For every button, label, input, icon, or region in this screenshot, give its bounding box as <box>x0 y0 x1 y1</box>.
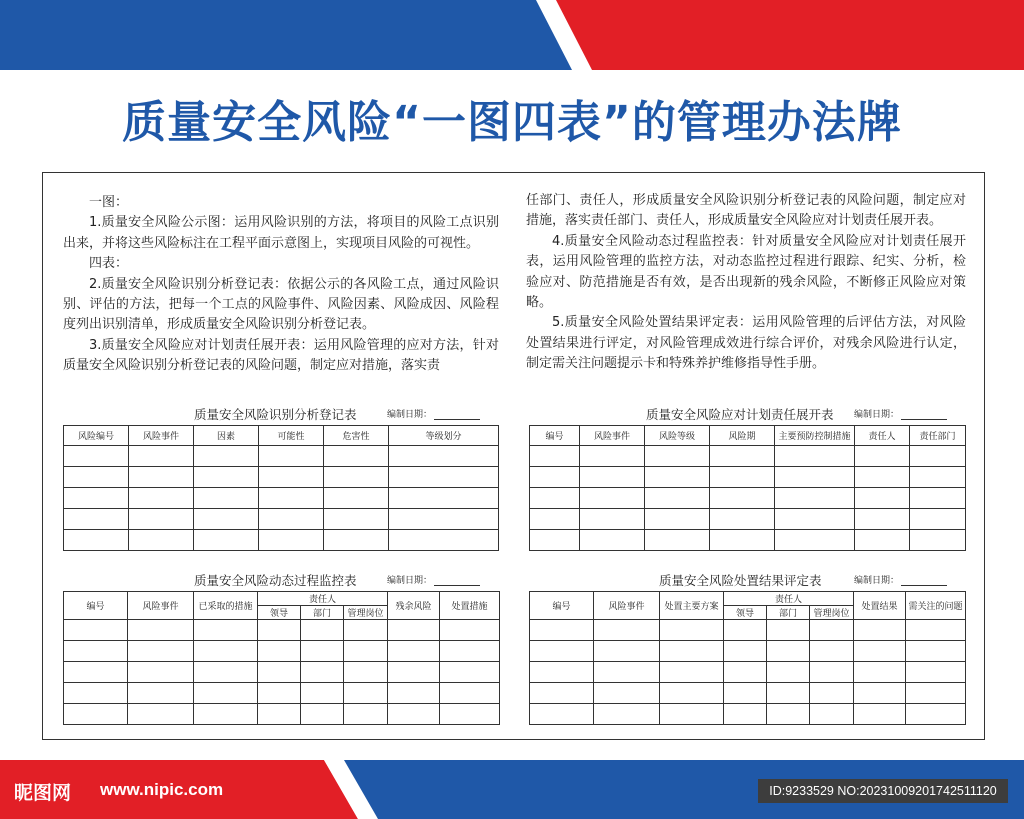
column-header: 处置主要方案 <box>660 592 724 620</box>
table-cell <box>710 446 775 467</box>
sub-column-header: 部门 <box>301 606 344 620</box>
table-cell <box>775 446 855 467</box>
left-text-column <box>63 193 499 377</box>
table-cell <box>129 509 194 530</box>
table-cell <box>724 662 767 683</box>
column-header: 处置措施 <box>440 592 500 620</box>
table-row <box>64 467 499 488</box>
table-cell <box>388 620 440 641</box>
table-cell <box>388 641 440 662</box>
sub-column-header: 管理岗位 <box>344 606 388 620</box>
column-header: 责任人 <box>855 426 910 446</box>
column-header: 主要预防控制措施 <box>775 426 855 446</box>
table-cell <box>854 641 906 662</box>
column-header: 责任部门 <box>910 426 966 446</box>
table-cell <box>344 662 388 683</box>
table-block-dynamic-monitoring <box>63 571 499 725</box>
column-header: 风险事件 <box>129 426 194 446</box>
top-blue-stripe <box>0 0 580 70</box>
table-row <box>64 446 499 467</box>
table-cell <box>775 530 855 551</box>
table-cell <box>388 683 440 704</box>
table-cell <box>344 641 388 662</box>
top-banner <box>0 0 1024 70</box>
table-title: 质量安全风险处置结果评定表 <box>659 573 822 588</box>
table-cell <box>580 446 645 467</box>
table-cell <box>855 446 910 467</box>
table-cell <box>64 488 129 509</box>
table-body <box>530 620 966 725</box>
table-cell <box>64 530 129 551</box>
sub-column-header: 领导 <box>724 606 767 620</box>
table-cell <box>530 683 594 704</box>
table-cell <box>64 509 129 530</box>
paragraph-3-continued: 任部门、责任人，形成质量安全风险识别分析登记表的风险问题，制定应对措施，落实责任部门、责任人，形成质量安全风险应对计划责任展开表。 <box>526 193 966 229</box>
page-title: 质量安全风险“一图四表”的管理办法牌 <box>122 97 902 148</box>
table-cell <box>854 704 906 725</box>
table-cell <box>775 467 855 488</box>
table-block-disposal-evaluation <box>529 571 965 725</box>
table-cell <box>440 662 500 683</box>
table-cell <box>194 704 258 725</box>
table-cell <box>258 620 301 641</box>
table-cell <box>129 530 194 551</box>
table-cell <box>301 683 344 704</box>
table-cell <box>128 641 194 662</box>
table-cell <box>128 683 194 704</box>
column-header: 风险期 <box>710 426 775 446</box>
column-header: 已采取的措施 <box>194 592 258 620</box>
table-row <box>530 620 966 641</box>
table-cell <box>910 467 966 488</box>
table-cell <box>580 530 645 551</box>
table-cell <box>580 488 645 509</box>
table-body <box>64 620 500 725</box>
table-cell <box>389 488 499 509</box>
table-cell <box>259 530 324 551</box>
table-cell <box>594 704 660 725</box>
table-cell <box>194 509 259 530</box>
table-cell <box>660 662 724 683</box>
table-cell <box>724 641 767 662</box>
date-field: 编制日期： <box>387 407 480 420</box>
table-cell <box>855 467 910 488</box>
table-cell <box>530 467 580 488</box>
table-cell <box>194 683 258 704</box>
table-row <box>530 683 966 704</box>
table-body <box>530 446 966 551</box>
table-cell <box>440 704 500 725</box>
column-header: 编号 <box>64 592 128 620</box>
table-cell <box>388 704 440 725</box>
table-cell <box>324 488 389 509</box>
table-cell <box>767 620 810 641</box>
table-row <box>64 641 500 662</box>
table-block-response-plan <box>529 405 965 551</box>
table-cell <box>344 704 388 725</box>
date-field: 编制日期： <box>854 573 947 586</box>
table-title: 质量安全风险应对计划责任展开表 <box>646 407 834 422</box>
table-cell <box>194 530 259 551</box>
column-header: 风险事件 <box>128 592 194 620</box>
table-cell <box>660 620 724 641</box>
table-cell <box>910 446 966 467</box>
date-field: 编制日期： <box>387 573 480 586</box>
table-cell <box>440 683 500 704</box>
table-row <box>530 641 966 662</box>
table-row <box>530 446 966 467</box>
table-cell <box>389 446 499 467</box>
table-cell <box>906 620 966 641</box>
table-cell <box>530 662 594 683</box>
table-cell <box>645 488 710 509</box>
table-cell <box>710 530 775 551</box>
sub-column-header: 领导 <box>258 606 301 620</box>
table-cell <box>64 662 128 683</box>
table-cell <box>580 509 645 530</box>
column-header: 残余风险 <box>388 592 440 620</box>
paragraph-3: 3.质量安全风险应对计划责任展开表：运用风险管理的应对方法，针对质量安全风险识别分析登记表的风险问题，制定应对措施，落实责 <box>63 337 499 374</box>
table-cell <box>910 530 966 551</box>
table-cell <box>344 683 388 704</box>
table-cell <box>855 488 910 509</box>
table-cell <box>594 683 660 704</box>
table-cell <box>64 446 129 467</box>
table-row <box>64 704 500 725</box>
table-cell <box>530 704 594 725</box>
table-cell <box>854 662 906 683</box>
table-cell <box>767 641 810 662</box>
table-cell <box>660 683 724 704</box>
column-header: 风险事件 <box>594 592 660 620</box>
table-cell <box>906 683 966 704</box>
table-cell <box>854 620 906 641</box>
table-cell <box>855 509 910 530</box>
table-cell <box>301 620 344 641</box>
table-cell <box>810 641 854 662</box>
table-cell <box>530 488 580 509</box>
table-row <box>530 530 966 551</box>
table-cell <box>710 488 775 509</box>
table-cell <box>810 683 854 704</box>
dynamic-monitoring-table <box>63 591 500 725</box>
table-cell <box>530 446 580 467</box>
right-text-column <box>526 191 966 375</box>
table-row <box>64 683 500 704</box>
table-cell <box>906 704 966 725</box>
table-cell <box>194 662 258 683</box>
table-cell <box>258 641 301 662</box>
table-cell <box>906 641 966 662</box>
response-plan-table <box>529 425 966 551</box>
table-cell <box>594 662 660 683</box>
table-cell <box>530 620 594 641</box>
table-cell <box>580 467 645 488</box>
table-cell <box>128 620 194 641</box>
table-cell <box>645 509 710 530</box>
table-title: 质量安全风险动态过程监控表 <box>194 573 357 588</box>
table-cell <box>259 509 324 530</box>
table-cell <box>724 704 767 725</box>
table-body <box>64 446 499 551</box>
column-header: 等级划分 <box>389 426 499 446</box>
column-header-group: 责任人 <box>258 592 388 606</box>
paragraph-5: 5.质量安全风险处置结果评定表：运用风险管理的后评估方法，对风险处置结果进行评定，对风险管理成效进行综合评价，对残余风险进行认定，制定需关注问题提示卡和特殊养护维修指导性手册。 <box>526 315 966 372</box>
table-row <box>530 704 966 725</box>
table-cell <box>259 467 324 488</box>
table-cell <box>775 488 855 509</box>
table-cell <box>724 683 767 704</box>
column-header: 危害性 <box>324 426 389 446</box>
table-cell <box>854 683 906 704</box>
table-row <box>64 488 499 509</box>
table-cell <box>129 467 194 488</box>
table-cell <box>388 662 440 683</box>
table-cell <box>194 446 259 467</box>
table-cell <box>259 446 324 467</box>
table-cell <box>194 641 258 662</box>
table-cell <box>389 530 499 551</box>
table-cell <box>389 509 499 530</box>
table-cell <box>64 704 128 725</box>
table-cell <box>128 704 194 725</box>
column-header: 风险编号 <box>64 426 129 446</box>
table-cell <box>910 488 966 509</box>
sub-column-header: 管理岗位 <box>810 606 854 620</box>
table-cell <box>64 620 128 641</box>
table-cell <box>324 509 389 530</box>
table-cell <box>810 662 854 683</box>
table-cell <box>64 467 129 488</box>
table-cell <box>440 641 500 662</box>
table-block-risk-identification <box>63 405 499 551</box>
table-cell <box>194 620 258 641</box>
table-cell <box>301 704 344 725</box>
disposal-evaluation-table <box>529 591 966 725</box>
table-cell <box>710 509 775 530</box>
column-header: 风险等级 <box>645 426 710 446</box>
table-cell <box>660 641 724 662</box>
paragraph-4: 4.质量安全风险动态过程监控表：针对质量安全风险应对计划责任展开表，运用风险管理的监控方法，对动态监控过程进行跟踪、纪实、分析，检验应对、防范措施是否有效，是否出现新的残余风险，不断修正风险应对策略。 <box>526 233 966 311</box>
table-cell <box>724 620 767 641</box>
table-row <box>530 467 966 488</box>
table-cell <box>324 530 389 551</box>
table-cell <box>194 467 259 488</box>
column-header-group: 责任人 <box>724 592 854 606</box>
table-cell <box>324 446 389 467</box>
table-cell <box>855 530 910 551</box>
table-row <box>64 509 499 530</box>
paragraph-1: 1.质量安全风险公示图：运用风险识别的方法，将项目的风险工点识别出来，并将这些风险标注在工程平面示意图上，实现项目风险的可视性。 <box>63 215 499 251</box>
table-cell <box>258 683 301 704</box>
table-cell <box>324 467 389 488</box>
section-heading-four-tables: 四表： <box>89 256 129 272</box>
table-cell <box>129 446 194 467</box>
section-heading-one-map: 一图： <box>89 195 129 210</box>
table-cell <box>440 620 500 641</box>
table-cell <box>645 467 710 488</box>
table-cell <box>530 641 594 662</box>
table-cell <box>710 467 775 488</box>
table-row <box>530 662 966 683</box>
table-row <box>64 530 499 551</box>
column-header: 因素 <box>194 426 259 446</box>
table-cell <box>389 467 499 488</box>
table-cell <box>767 683 810 704</box>
table-cell <box>344 620 388 641</box>
sub-column-header: 部门 <box>767 606 810 620</box>
table-cell <box>594 641 660 662</box>
table-cell <box>64 641 128 662</box>
table-row <box>530 509 966 530</box>
table-row <box>530 488 966 509</box>
table-cell <box>645 446 710 467</box>
watermark-logo: 昵图网 <box>14 782 72 804</box>
table-cell <box>660 704 724 725</box>
date-field: 编制日期： <box>854 407 947 420</box>
table-cell <box>301 662 344 683</box>
image-id-label: ID:9233529 NO:20231009201742511120 <box>758 779 1008 803</box>
table-cell <box>910 509 966 530</box>
content-panel <box>42 172 985 740</box>
paragraph-2: 2.质量安全风险识别分析登记表：依据公示的各风险工点，通过风险识别、评估的方法，把每一个工点的风险事件、风险因素、风险成因、风险程度列出识别清单，形成质量安全风险识别分析登记表。 <box>63 276 499 333</box>
table-cell <box>128 662 194 683</box>
table-row <box>64 662 500 683</box>
column-header: 需关注的问题 <box>906 592 966 620</box>
table-cell <box>64 683 128 704</box>
column-header: 风险事件 <box>580 426 645 446</box>
table-cell <box>767 662 810 683</box>
table-cell <box>129 488 194 509</box>
table-cell <box>645 530 710 551</box>
table-cell <box>258 704 301 725</box>
column-header: 编号 <box>530 592 594 620</box>
table-cell <box>259 488 324 509</box>
table-cell <box>258 662 301 683</box>
top-red-stripe <box>556 0 1024 70</box>
table-cell <box>530 509 580 530</box>
table-cell <box>767 704 810 725</box>
table-row <box>64 620 500 641</box>
table-cell <box>530 530 580 551</box>
column-header: 可能性 <box>259 426 324 446</box>
table-cell <box>810 704 854 725</box>
table-cell <box>906 662 966 683</box>
watermark-site: www.nipic.com <box>100 780 224 799</box>
column-header: 处置结果 <box>854 592 906 620</box>
table-cell <box>301 641 344 662</box>
table-cell <box>810 620 854 641</box>
table-cell <box>594 620 660 641</box>
table-cell <box>194 488 259 509</box>
table-title: 质量安全风险识别分析登记表 <box>194 407 357 422</box>
risk-identification-table <box>63 425 499 551</box>
column-header: 编号 <box>530 426 580 446</box>
table-cell <box>775 509 855 530</box>
